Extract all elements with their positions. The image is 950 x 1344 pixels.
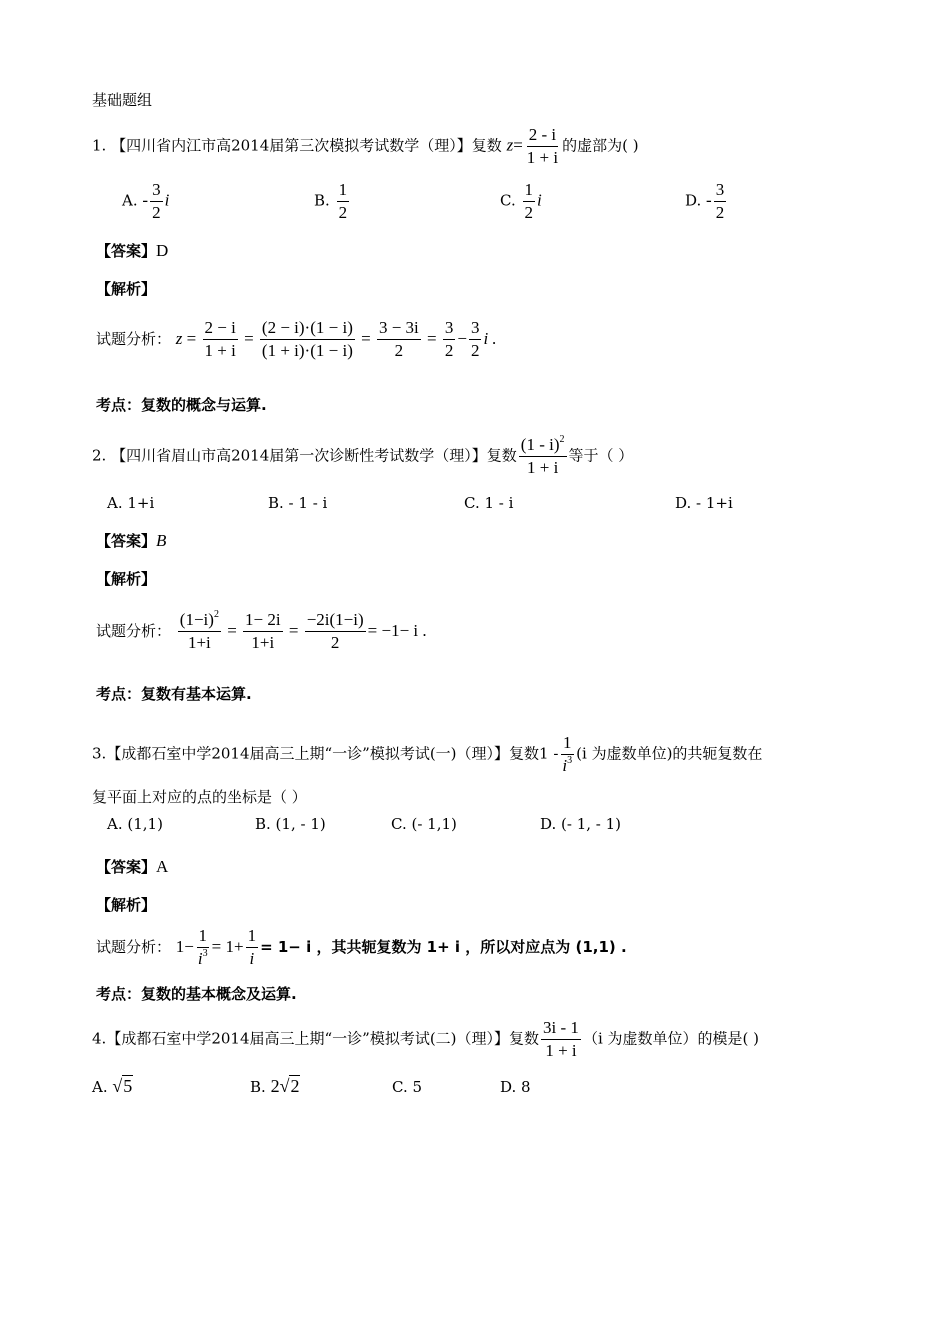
question-text: (i 为虚数单位)的共轭复数在: [576, 744, 763, 763]
fraction: [178, 610, 221, 653]
option-a: A. 1+i: [107, 494, 155, 512]
numerator: 3: [714, 180, 727, 202]
option-c: C. 5: [392, 1078, 423, 1096]
denominator: 2: [394, 341, 404, 360]
question-number: 3.: [92, 744, 107, 763]
fraction: [714, 180, 727, 223]
question-text: 的虚部为( ): [562, 136, 639, 155]
option-label: C.: [500, 191, 516, 210]
question-number: 2.: [92, 446, 107, 465]
option-d: D. - 1+i: [675, 494, 733, 512]
question-text: 复数1 -: [509, 744, 559, 763]
coefficient: 2: [270, 1076, 280, 1096]
option-d: [685, 180, 728, 223]
option-label: A.: [92, 1078, 108, 1096]
analysis-prefix: 试题分析：: [96, 622, 172, 640]
question-2: [92, 435, 633, 478]
question-text: （i 为虚数单位）的模是( ): [582, 1029, 759, 1048]
answer-value: A: [156, 857, 169, 876]
answer-value: B: [156, 531, 167, 550]
denominator: (1 + i)·(1 − i): [261, 341, 353, 360]
option-b: B. (1, - 1): [255, 815, 326, 833]
question-text: 复数: [486, 446, 517, 465]
analysis-steps: 试题分析： $\frac{(1-i)^2}{1+i}$ = $\frac{1- 2i}{1+i}$ = $\frac{-2i(1-i)}{2}$ = −1− i .: [96, 609, 427, 652]
denominator: 1 + i: [527, 458, 559, 477]
numerator: −2i(1−i): [305, 610, 366, 632]
fraction: [246, 926, 259, 969]
math-tail: = −1− i .: [367, 621, 427, 640]
denominator: 1+i: [187, 633, 211, 652]
denominator: 2: [470, 341, 480, 360]
fraction: [523, 180, 536, 223]
numerator: 1: [246, 926, 259, 948]
denominator: [196, 948, 210, 969]
option-a: A. (1,1): [107, 815, 163, 833]
question-3: [92, 733, 762, 776]
denominator: 2: [338, 203, 348, 222]
answer-value: D: [156, 241, 169, 260]
numerator: 2 - i: [527, 125, 558, 147]
math-sign: -: [142, 190, 149, 210]
numerator: 1: [561, 733, 574, 755]
exponent: 3: [567, 755, 573, 766]
fraction: [150, 180, 163, 223]
analysis-label: 【解析】: [96, 570, 157, 588]
numerator: [519, 435, 567, 457]
knowledge-point: 考点：复数的基本概念及运算.: [96, 985, 297, 1003]
fraction: [377, 318, 421, 361]
analysis-prefix: 试题分析：: [96, 938, 172, 956]
question-source: 【成都石室中学2014届高三上期“一诊”模拟考试(二)（理）】: [106, 1029, 510, 1048]
fraction: [196, 926, 210, 969]
exponent: 3: [202, 948, 208, 959]
numerator: 1: [523, 180, 536, 202]
question-text: 复数: [471, 136, 502, 155]
analysis-steps: [96, 926, 627, 969]
answer-label: 【答案】: [96, 532, 157, 550]
numerator: 3: [150, 180, 163, 202]
math-var: z: [506, 135, 514, 155]
fraction: [260, 318, 355, 361]
question-text: 等于（ ）: [568, 446, 634, 465]
answer-line: [96, 240, 168, 261]
numerator: 2 − i: [203, 318, 238, 340]
fraction: [203, 318, 238, 361]
option-d: D. (- 1, - 1): [540, 815, 622, 833]
sqrt: 2√2: [270, 1076, 300, 1096]
numerator: 3i - 1: [541, 1018, 581, 1040]
question-source: 【四川省内江市高2014届第三次模拟考试数学（理）】: [111, 136, 472, 155]
question-number: 1.: [92, 136, 107, 155]
exponent: 2: [559, 434, 565, 445]
denominator: 2: [715, 203, 725, 222]
denominator: 2: [524, 203, 533, 222]
numerator-base: (1−i): [179, 610, 214, 629]
fraction: [337, 180, 350, 223]
numerator: (2 − i)·(1 − i): [260, 318, 355, 340]
knowledge-point: 考点：复数的概念与运算.: [96, 396, 267, 414]
denominator: 1 + i: [526, 148, 559, 167]
option-a: [122, 180, 169, 223]
fraction: [243, 610, 283, 653]
denominator: 2: [444, 341, 454, 360]
analysis-label: 【解析】: [96, 896, 157, 914]
fraction: [469, 318, 482, 361]
answer-line: [96, 530, 166, 551]
option-c: [500, 180, 542, 223]
answer-label: 【答案】: [96, 242, 157, 260]
section-title: 基础题组: [92, 91, 153, 109]
math-var: z: [175, 329, 183, 348]
option-b: [314, 180, 351, 223]
option-c: C. 1 - i: [464, 494, 514, 512]
option-b: [250, 1076, 300, 1097]
option-label: B.: [314, 191, 330, 210]
numerator: 1: [197, 926, 210, 948]
denominator: 1 + i: [204, 341, 236, 360]
option-label: B.: [250, 1078, 266, 1096]
option-label: D.: [685, 191, 702, 210]
numerator: 1− 2i: [243, 610, 283, 632]
option-c: C. (- 1,1): [391, 815, 457, 833]
numerator: 3: [443, 318, 456, 340]
math-mid: = 1+: [211, 937, 244, 956]
radicand: 2: [290, 1076, 300, 1096]
math-lead: 1−: [175, 937, 194, 956]
question-source: 【成都石室中学2014届高三上期“一诊”模拟考试(一)（理）】: [106, 744, 510, 763]
numerator: 3 − 3i: [377, 318, 421, 340]
knowledge-point: 考点：复数有基本运算.: [96, 685, 252, 703]
math-tail: = 1− i ，其共轭复数为 1+ i ，所以对应点为 (1,1) .: [260, 938, 627, 956]
analysis-steps: 试题分析： z = $\frac{2 - i}{1 + i}$ = $\frac{(2 - i)\cdot(1 - i)}{(1 + i)\cdot(1 - i)}$ = $\frac{3 - 3i}{2}$ = $\frac{3}{2}$ − $\frac{3}{2}$ i .: [96, 318, 497, 360]
option-a: [92, 1076, 133, 1097]
math-eq: =: [513, 135, 523, 155]
answer-line: [96, 856, 168, 877]
numerator: [178, 610, 221, 632]
math-var: i: [537, 190, 542, 210]
numerator-base: (1 - i): [520, 435, 560, 454]
fraction: [560, 733, 574, 776]
numerator: 3: [469, 318, 482, 340]
sqrt: √5: [112, 1076, 133, 1096]
option-label: A.: [122, 191, 138, 210]
fraction: [305, 610, 366, 653]
numerator: 1: [337, 180, 350, 202]
analysis-prefix: 试题分析：: [96, 330, 172, 348]
option-d: D. 8: [500, 1078, 531, 1096]
question-number: 4.: [92, 1029, 107, 1048]
denominator-base: i: [562, 756, 568, 775]
fraction: [525, 125, 560, 168]
denominator: i: [249, 949, 255, 968]
math-sign: -: [706, 190, 712, 210]
denominator-base: i: [197, 949, 203, 968]
answer-label: 【答案】: [96, 858, 157, 876]
math-tail: i .: [483, 329, 497, 348]
denominator: 2: [152, 203, 161, 222]
denominator: [560, 755, 574, 776]
fraction: [541, 1018, 581, 1061]
option-b: B. - 1 - i: [268, 494, 328, 512]
math-var: i: [164, 190, 170, 210]
radicand: 5: [123, 1076, 133, 1096]
analysis-label: 【解析】: [96, 280, 157, 298]
question-4: [92, 1018, 759, 1061]
denominator: 1+i: [251, 633, 275, 652]
denominator: 1 + i: [545, 1041, 577, 1060]
question-1: [92, 125, 639, 168]
exponent: 2: [213, 609, 219, 620]
question-source: 【四川省眉山市高2014届第一次诊断性考试数学（理）】: [111, 446, 487, 465]
question-text: 复数: [509, 1029, 540, 1048]
question-text-line2: 复平面上对应的点的坐标是（ ）: [92, 788, 307, 806]
denominator: 2: [330, 633, 340, 652]
fraction: [519, 435, 567, 478]
fraction: [443, 318, 456, 361]
